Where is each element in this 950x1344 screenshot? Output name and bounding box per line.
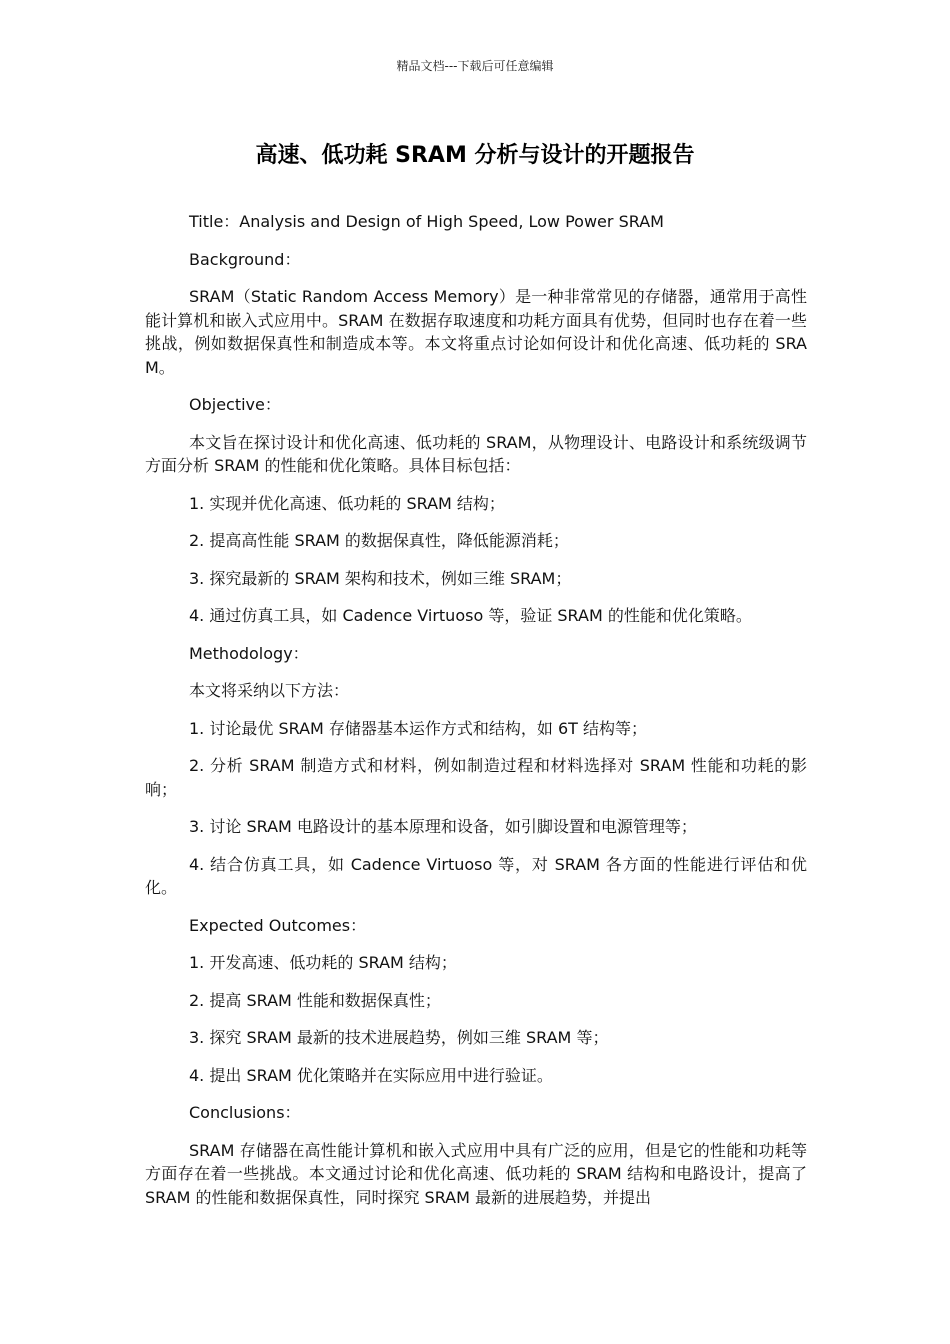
header-note: 精品文档---下载后可任意编辑 <box>396 59 554 73</box>
objective-item: 2. 提高高性能 SRAM 的数据保真性，降低能源消耗； <box>189 531 569 550</box>
conclusions-heading: Conclusions： <box>189 1103 301 1122</box>
outcome-item: 2. 提高 SRAM 性能和数据保真性； <box>189 990 441 1010</box>
objective-item: 4. 通过仿真工具，如 Cadence Virtuoso 等，验证 SRAM 的性能和优化策略。 <box>189 606 752 625</box>
background-paragraph: SRAM（Static Random Access Memory）是一种非常常见的存储器，通常用于高性能计算机和嵌入式应用中。SRAM 在数据存取速度和功耗方面具有优势，但同时也存在着一些挑战，例如数据保真性和制造成本等。本文将重点讨论如何设计和优化高速、低功耗的 SRAM。 <box>145 287 807 377</box>
objective-item: 3. 探究最新的 SRAM 架构和技术，例如三维 SRAM； <box>189 568 572 588</box>
methodology-heading: Methodology： <box>189 643 309 663</box>
background-heading: Background： <box>189 249 301 269</box>
conclusions-paragraph: SRAM 存储器在高性能计算机和嵌入式应用中具有广泛的应用，但是它的性能和功耗等方面存在着一些挑战。本文通过讨论和优化高速、低功耗的 SRAM 结构和电路设计，提高了 SRAM 的性能和数据保真性，同时探究 SRAM 最新的进展趋势，并提出 <box>145 1140 807 1207</box>
outcome-item: 4. 提出 SRAM 优化策略并在实际应用中进行验证。 <box>189 1065 553 1085</box>
objective-paragraph: 本文旨在探讨设计和优化高速、低功耗的 SRAM，从物理设计、电路设计和系统级调节方面分析 SRAM 的性能和优化策略。具体目标包括： <box>145 432 807 475</box>
outcomes-heading: Expected Outcomes： <box>189 915 367 935</box>
methodology-item: 2. 分析 SRAM 制造方式和材料，例如制造过程和材料选择对 SRAM 性能和功耗的影响； <box>145 756 807 799</box>
outcome-item: 3. 探究 SRAM 最新的技术进展趋势，例如三维 SRAM 等； <box>189 1028 609 1047</box>
document-title: 高速、低功耗 SRAM 分析与设计的开题报告 <box>255 143 695 168</box>
objective-heading: Objective： <box>189 395 281 414</box>
methodology-intro: 本文将采纳以下方法： <box>189 681 350 700</box>
methodology-item: 3. 讨论 SRAM 电路设计的基本原理和设备，如引脚设置和电源管理等； <box>189 817 697 836</box>
objective-item: 1. 实现并优化高速、低功耗的 SRAM 结构； <box>189 493 505 513</box>
methodology-item: 4. 结合仿真工具，如 Cadence Virtuoso 等，对 SRAM 各方面的性能进行评估和优化。 <box>145 854 807 897</box>
document-body <box>145 210 807 1223</box>
methodology-item: 1. 讨论最优 SRAM 存储器基本运作方式和结构，如 6T 结构等； <box>189 718 648 738</box>
outcome-item: 1. 开发高速、低功耗的 SRAM 结构； <box>189 953 457 972</box>
title-line: Title：Analysis and Design of High Speed, Low Power SRAM <box>189 212 664 231</box>
